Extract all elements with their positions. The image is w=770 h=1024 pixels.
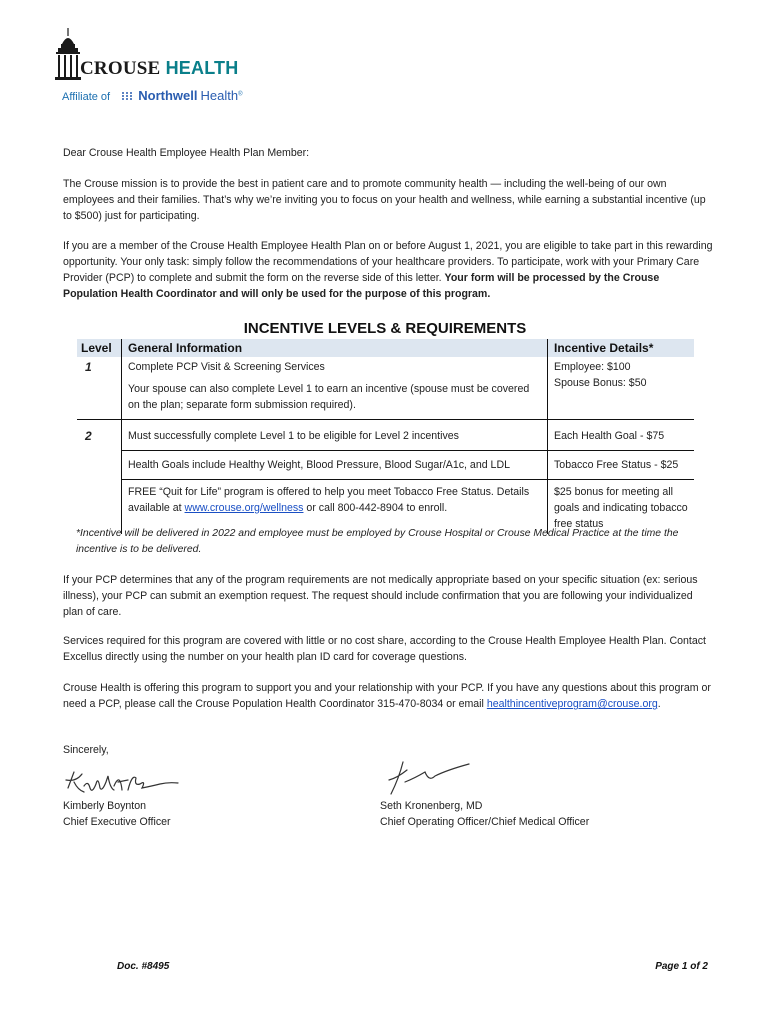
level-2-goal-amount: Each Health Goal - $75 bbox=[548, 420, 695, 451]
level-2-requirement: Must successfully complete Level 1 to be eligible for Level 2 incentives bbox=[122, 420, 548, 451]
closing: Sincerely, bbox=[63, 744, 109, 756]
signatory-kimberly-boynton bbox=[63, 798, 171, 830]
level-1-general: Complete PCP Visit & Screening Services Your spouse can also complete Level 1 to earn an incentive (spouse must be covered on the plan; separate form submission required). bbox=[122, 357, 548, 420]
paragraph-eligibility: If you are a member of the Crouse Health Employee Health Plan on or before August 1, 2021, you are eligible to take part in this rewarding opportunity. Your only task: simply follow the recommendations of your healthcare providers. To participate, work with your Primary Care Provider (PCP) to complete and submit the form on the reverse side of this letter. Your form will be processed by the Crouse Population Health Coordinator and will only be used for the purpose of this program. bbox=[63, 240, 713, 300]
level-1-details: Employee: $100 Spouse Bonus: $50 bbox=[548, 357, 695, 420]
level-2-quit-for-life: FREE “Quit for Life” program is offered to help you meet Tobacco Free Status. Details available at www.crouse.org/wellness or call 800-442-8904 to enroll. bbox=[122, 480, 548, 535]
salutation: Dear Crouse Health Employee Health Plan Member: bbox=[63, 147, 310, 159]
affiliate-line bbox=[62, 88, 243, 103]
processing-notice: Your form will be processed by the Crouse Population Health Coordinator and will only be used for the purpose of this program. bbox=[63, 272, 660, 300]
signatory-title: Chief Operating Officer/Chief Medical Officer bbox=[380, 816, 590, 828]
header-general-information: General Information bbox=[122, 339, 548, 357]
table-row-level-2a bbox=[77, 420, 694, 451]
brand-wordmark: CROUSE HEALTH bbox=[80, 58, 239, 79]
signatory-seth-kronenberg bbox=[380, 798, 589, 830]
crouse-health-logo bbox=[52, 28, 292, 108]
level-2-bonus: $25 bonus for meeting all goals and indicating tobacco free status bbox=[548, 480, 695, 535]
affiliate-label: Affiliate of bbox=[62, 91, 111, 103]
table-row-level-2b bbox=[77, 451, 694, 480]
partner-suffix: Health bbox=[200, 88, 239, 103]
header-incentive-details: Incentive Details* bbox=[548, 339, 695, 357]
paragraph-mission: The Crouse mission is to provide the best in patient care and to promote community health — including the well-being of our own employees and their families. That’s why we’re inviting you to focus on your health and wellness, while earning a substantial incentive (up to $500) just for participating. bbox=[63, 178, 706, 222]
email-link[interactable]: healthincentiveprogram@crouse.org bbox=[486, 698, 658, 710]
partner-mark: ® bbox=[238, 91, 243, 98]
signature-kimberly-boynton bbox=[62, 766, 182, 802]
level-number: 1 bbox=[77, 357, 122, 420]
page-number: Page 1 of 2 bbox=[655, 961, 708, 972]
signatory-title: Chief Executive Officer bbox=[63, 816, 171, 828]
wellness-link[interactable]: www.crouse.org/wellness bbox=[184, 502, 304, 514]
partner-name: Northwell bbox=[138, 88, 198, 103]
level-number: 2 bbox=[85, 429, 92, 443]
table-row-level-1 bbox=[77, 357, 694, 420]
signatory-name: Kimberly Boynton bbox=[63, 800, 147, 812]
paragraph-coverage: Services required for this program are covered with little or no cost share, according to the Crouse Health Employee Health Plan. Contact Excellus directly using the number on your health plan ID card for coverage questions. bbox=[63, 635, 707, 663]
paragraph-exemption: If your PCP determines that any of the program requirements are not medically appropriate based on your specific situation (ex: serious illness), your PCP can submit an exemption request. The request should include confirmation that you are following your individualized plan of care. bbox=[63, 574, 698, 618]
incentive-table bbox=[77, 339, 694, 534]
level-2-tobacco-amount: Tobacco Free Status - $25 bbox=[548, 451, 695, 480]
incentive-footnote: *Incentive will be delivered in 2022 and employee must be employed by Crouse Hospital or Crouse Medical Practice at the time the incentive is to be delivered. bbox=[76, 528, 679, 555]
incentive-table-title: INCENTIVE LEVELS & REQUIREMENTS bbox=[243, 320, 527, 337]
document-number: Doc. #8495 bbox=[117, 961, 170, 972]
signature-seth-kronenberg bbox=[385, 756, 475, 802]
level-2-health-goals: Health Goals include Healthy Weight, Blood Pressure, Blood Sugar/A1c, and LDL bbox=[122, 451, 548, 480]
paragraph-contact: Crouse Health is offering this program to support you and your relationship with your PCP. If you have any questions about this program or need a PCP, please call the Crouse Population Health Coordinator 315-470-8034 or email healthincentiveprogram@crouse.org. bbox=[63, 682, 711, 710]
northwell-dots-icon bbox=[121, 91, 133, 101]
signatory-name: Seth Kronenberg, MD bbox=[380, 800, 483, 812]
header-level: Level bbox=[77, 339, 122, 357]
